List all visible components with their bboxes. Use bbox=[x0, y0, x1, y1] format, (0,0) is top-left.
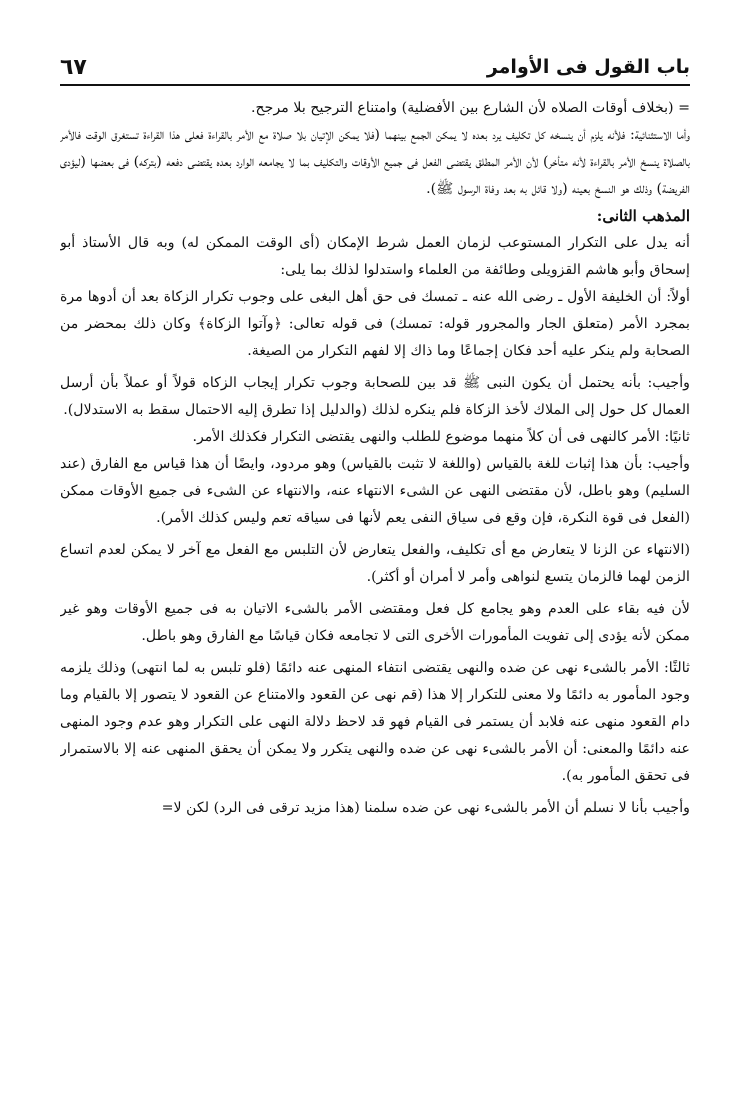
page-body bbox=[60, 95, 690, 1085]
chapter-title: باب القول فى الأوامر bbox=[486, 56, 690, 78]
page-header bbox=[60, 44, 690, 86]
paragraph-reason: لأن فيه بقاء على العدم وهو يجامع كل فعل ومقتضى الأمر بالشىء الاتيان به فى جميع الأوقات وهو غير ممكن لأنه يؤدى إلى تفويت المأمورات الأخرى التى لا تجامعه فكان قياسًا مع الفارق وهو باطل. bbox=[60, 601, 690, 644]
paragraph-third-reply: وأجيب بأنا لا نسلم أن الأمر بالشىء نهى عن ضده سلمنا (هذا مزيد ترقى فى الرد) لكن لا= bbox=[161, 800, 690, 816]
section-heading-second-doctrine: المذهب الثانى: bbox=[596, 207, 690, 225]
paragraph-first-proof: أولاً: أن الخليفة الأول ـ رضى الله عنه ـ تمسك فى حق أهل البغى على وجوب تكرار الزكاة بعد أن أدوها مرة بمجرد الأمر (متعلق الجار والمجرور قوله: تمسك) فى قوله تعالى: ﴿وآتوا الزكاة﴾ وكان ذلك بمحضر من الصحابة ولم ينكر عليه أحد فكان إجماعًا وما ذاك إلا لفهم التكرار من الصيغة. bbox=[60, 289, 690, 359]
page-number: ٦٧ bbox=[60, 55, 87, 80]
paragraph-continuation: = (بخلاف أوقات الصلاه لأن الشارع بين الأفضلية) وامتناع الترجيح بلا مرجح. bbox=[251, 100, 690, 116]
paragraph-exception-argument: وأما الاستثنائية: فلأنه يلزم أن ينسخه كل تكليف يرد بعده لا يمكن الجمع بينهما (فلا يمكن الإتيان بلا صلاة مع الأمر بالقراءة فعلى هذا القراءة تستغرق الوقت فالأمر بالصلاة ينسخ الأمر بالقراءة لأنه متأخر) لأن الأمر المطلق يقتضى الفعل فى جميع الأوقات والتكليف بما لا يجامعه الوارد بعده يقتضى دفعه (بتركه) فى بعضها (ليؤدى الفريضة) وذلك هو النسخ بعينه (ولا قائل به بعد وفاة الرسول ﷺ). bbox=[60, 127, 690, 197]
paragraph-first-reply: وأجيب: بأنه يحتمل أن يكون النبى ﷺ قد بين للصحابة وجوب تكرار إيجاب الزكاه قولاً أو عملاً بأن أرسل العمال كل حول إلى الملاك لأخذ الزكاة فلم ينكره لذلك (والدليل إذا تطرق إليه الاحتمال سقط به الاستدلال). bbox=[60, 375, 690, 418]
paragraph-third-proof: ثالثًا: الأمر بالشىء نهى عن ضده والنهى يقتضى انتفاء المنهى عنه دائمًا (فلو تلبس به لما انتهى) وذلك يلزمه وجود المأمور به دائمًا ولا معنى للتكرار إلا هذا (قم نهى عن القعود والامتناع عن القعود لا يتصور إلا بالقيام وما دام القعود منهى عنه فلابد أن يستمر فى القيام فهو قد لاحظ دلالة النهى على التكرار وهو عدم وجود المنهى عنه دائمًا والمعنى: أن الأمر بالشىء نهى عن ضده والنهى يتكرر ولا يمكن أن يحقق المنهى عنه إلا بالاستمرار فى تحقق المأمور به). bbox=[60, 660, 690, 784]
paragraph-doctrine-intro: أنه يدل على التكرار المستوعب لزمان العمل شرط الإمكان (أى الوقت الممكن له) وبه قال الأستاذ أبو إسحاق وأبو هاشم القزويلى وطائفة من العلماء واستدلوا لذلك بما يلى: bbox=[60, 235, 690, 278]
paragraph-commentary: (الانتهاء عن الزنا لا يتعارض مع أى تكليف، والفعل يتعارض لأن التلبس مع الفعل مع آخر لا يمكن لعدم اتساع الزمن لهما فالزمان يتسع لنواهى وأمر لا أمران أو أكثر). bbox=[60, 542, 690, 585]
paragraph-second-proof: ثانيًا: الأمر كالنهى فى أن كلاً منهما موضوع للطلب والنهى يقتضى التكرار فكذلك الأمر. bbox=[192, 429, 690, 445]
paragraph-second-reply: وأجيب: بأن هذا إثبات للغة بالقياس (واللغة لا تثبت بالقياس) وهو مردود، وايضًا أن هذا قياس مع الفارق (عند السليم) وهو باطل، لأن مقتضى النهى عن الشىء الانتهاء عنه، والانتهاء عن الشىء فى جميع الأوقات ممكن (الفعل فى قوة النكرة، فإن وقع فى سياق النفى يعم لأنها فى سياقه تعم وليس كذلك الأمر). bbox=[60, 456, 690, 526]
